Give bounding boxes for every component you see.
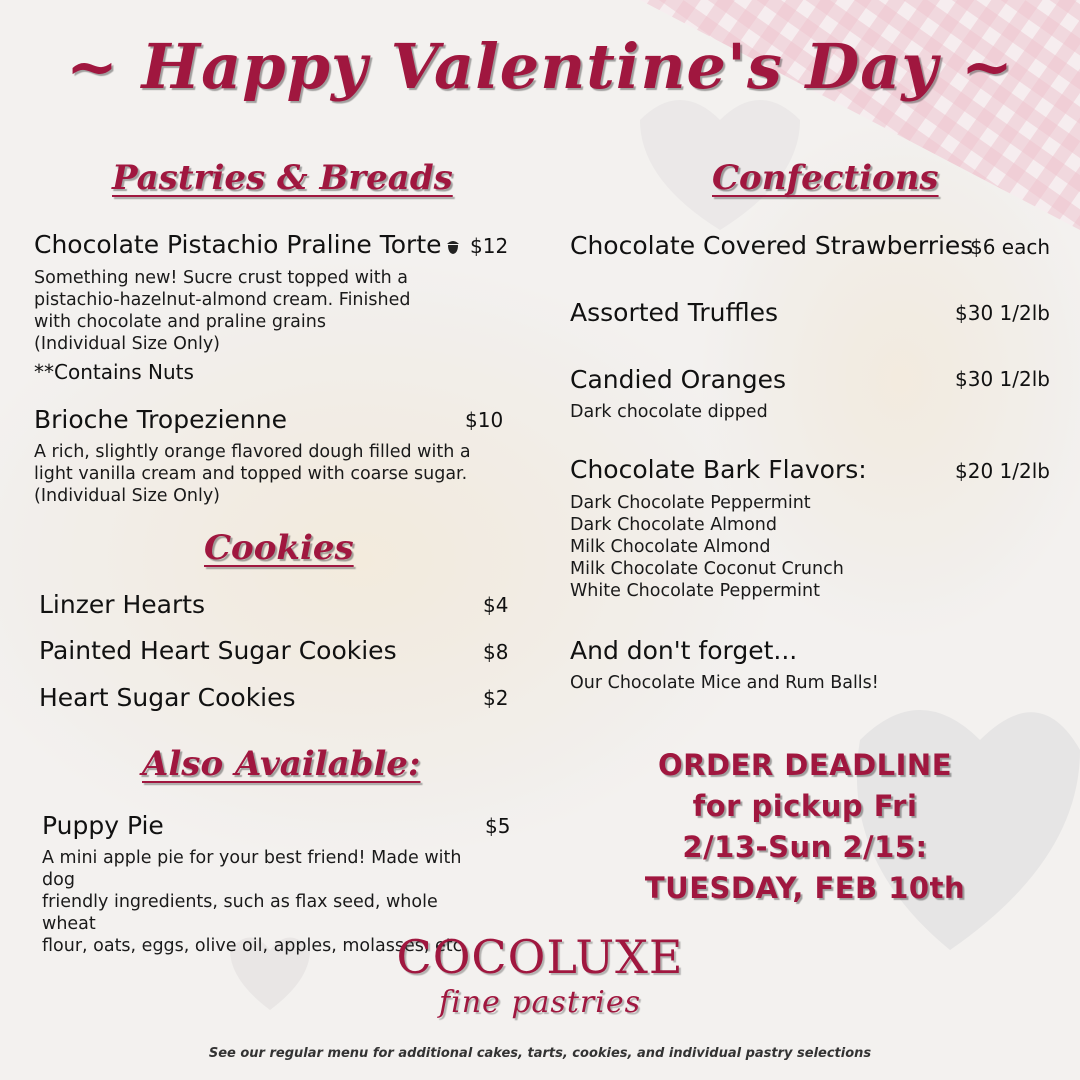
- item-name-covered-strawberries: Chocolate Covered Strawberries: [570, 231, 974, 260]
- deadline-line: TUESDAY, FEB 10th: [644, 871, 966, 905]
- footer-note: See our regular menu for additional cakes, tarts, cookies, and individual pastry selections: [208, 1046, 872, 1061]
- item-description: Dark chocolate dipped: [570, 402, 768, 422]
- item-price: $5: [485, 814, 511, 838]
- item-name-linzer-hearts: Linzer Hearts: [39, 590, 206, 619]
- item-name-bark-flavors: Chocolate Bark Flavors:: [570, 455, 867, 484]
- brand-logo: COCOLUXE: [396, 930, 684, 984]
- item-name-pistachio-torte: Chocolate Pistachio Praline Torte: [34, 230, 461, 261]
- item-price: $4: [483, 593, 509, 617]
- deadline-line: ORDER DEADLINE: [657, 748, 953, 782]
- nut-icon: [445, 232, 461, 261]
- page-title: ~ Happy Valentine's Day ~: [66, 30, 1014, 103]
- section-heading-pastries: Pastries & Breads: [112, 158, 453, 198]
- item-name-painted-heart-cookies: Painted Heart Sugar Cookies: [39, 636, 397, 665]
- allergen-note: **Contains Nuts: [34, 360, 194, 384]
- item-name-candied-oranges: Candied Oranges: [570, 365, 787, 394]
- item-description: Something new! Sucre crust topped with a pistachio-hazelnut-almond cream. Finished with chocolate and praline grains (Individual Size Only): [34, 268, 411, 354]
- item-price: $30 1/2lb: [955, 301, 1050, 325]
- item-price: $20 1/2lb: [955, 459, 1050, 483]
- item-name-dont-forget: And don't forget...: [570, 636, 798, 665]
- deadline-line: 2/13-Sun 2/15:: [682, 830, 928, 864]
- item-price: $30 1/2lb: [955, 367, 1050, 391]
- item-name-puppy-pie: Puppy Pie: [42, 811, 164, 840]
- item-name-assorted-truffles: Assorted Truffles: [570, 298, 779, 327]
- section-heading-also-available: Also Available:: [142, 744, 421, 784]
- item-name-heart-sugar-cookies: Heart Sugar Cookies: [39, 683, 296, 712]
- bark-flavor-list: Dark Chocolate Peppermint Dark Chocolate Almond Milk Chocolate Almond Milk Chocolate Coconut Crunch White Chocolate Peppermint: [570, 493, 844, 601]
- item-description: A mini apple pie for your best friend! Made with dog friendly ingredients, such as flax seed, whole wheat flour, oats, eggs, olive oil, apples, molasses, etc.: [42, 848, 468, 956]
- deadline-line: for pickup Fri: [692, 789, 918, 823]
- item-price: $10: [465, 408, 504, 432]
- item-name-brioche: Brioche Tropezienne: [34, 405, 287, 434]
- section-heading-confections: Confections: [712, 158, 939, 198]
- item-description: Our Chocolate Mice and Rum Balls!: [570, 673, 879, 693]
- item-description: A rich, slightly orange flavored dough filled with a light vanilla cream and topped with coarse sugar. (Individual Size Only): [34, 442, 471, 506]
- item-price: $6 each: [970, 235, 1051, 259]
- item-price: $2: [483, 686, 509, 710]
- item-price: $8: [483, 640, 509, 664]
- order-deadline-notice: [620, 745, 990, 909]
- brand-tagline: fine pastries: [439, 985, 641, 1020]
- item-price: $12: [470, 234, 509, 258]
- section-heading-cookies: Cookies: [204, 528, 354, 568]
